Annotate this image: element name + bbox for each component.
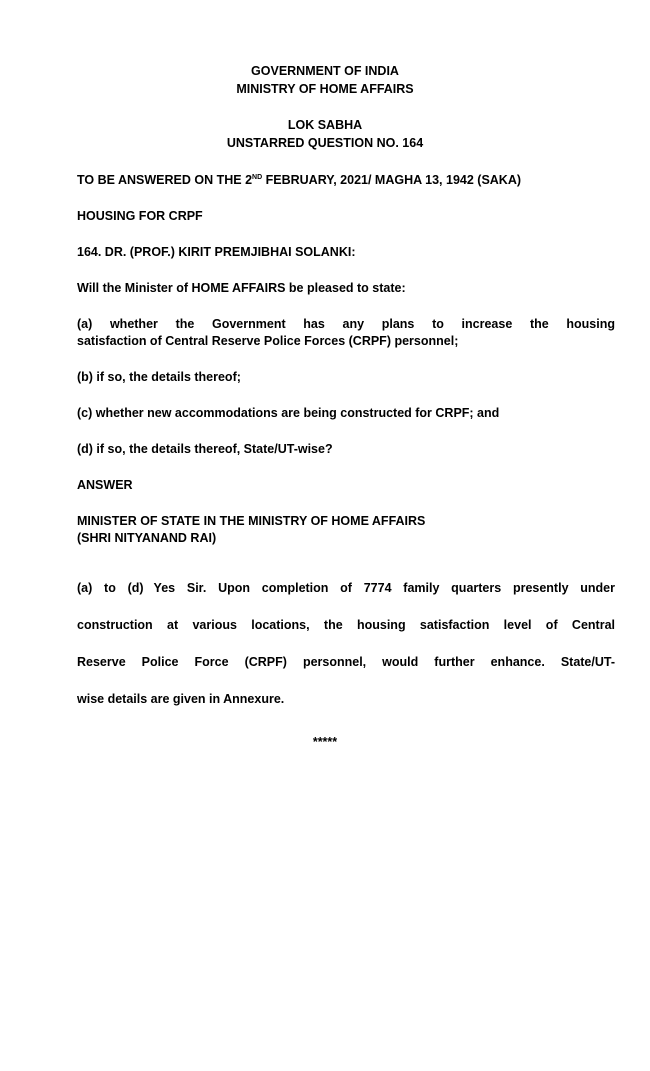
govt-heading: GOVERNMENT OF INDIA bbox=[251, 64, 399, 78]
answer-date-prefix: TO BE ANSWERED ON THE 2 bbox=[77, 173, 253, 187]
answer-date-suffix: ND bbox=[252, 174, 263, 181]
house-heading: LOK SABHA bbox=[287, 118, 363, 132]
question-a-line2: satisfaction of Central Reserve Police Forces (CRPF) personnel; bbox=[77, 334, 459, 348]
answer-line4: wise details are given in Annexure. bbox=[77, 692, 285, 706]
answer-date-rest: FEBRUARY, 2021/ MAGHA 13, 1942 (SAKA) bbox=[262, 173, 522, 187]
answer-heading: ANSWER bbox=[77, 478, 133, 492]
question-d: (d) if so, the details thereof, State/UT-wise? bbox=[77, 442, 333, 456]
ministry-heading: MINISTRY OF HOME AFFAIRS bbox=[236, 82, 414, 96]
answer-text-1: Yes Sir. Upon completion of 7774 family quarters presently under bbox=[153, 581, 615, 595]
question-c: (c) whether new accommodations are being constructed for CRPF; and bbox=[77, 406, 500, 420]
end-mark: ***** bbox=[312, 735, 338, 749]
question-a-line1: (a) whether the Government has any plans to increase the housing bbox=[77, 317, 615, 331]
question-intro: Will the Minister of HOME AFFAIRS be pleased to state: bbox=[77, 281, 406, 295]
answer-line2: construction at various locations, the housing satisfaction level of Central bbox=[77, 618, 615, 632]
subject-heading: HOUSING FOR CRPF bbox=[77, 209, 203, 223]
minister-title: MINISTER OF STATE IN THE MINISTRY OF HOME AFFAIRS bbox=[77, 514, 426, 528]
answer-label: (a) to (d) bbox=[77, 581, 144, 595]
question-b: (b) if so, the details thereof; bbox=[77, 370, 241, 384]
minister-name: (SHRI NITYANAND RAI) bbox=[77, 531, 217, 545]
answer-date bbox=[77, 173, 521, 188]
question-number: UNSTARRED QUESTION NO. 164 bbox=[226, 136, 424, 150]
member-name: 164. DR. (PROF.) KIRIT PREMJIBHAI SOLANKI: bbox=[77, 245, 356, 259]
answer-line3: Reserve Police Force (CRPF) personnel, would further enhance. State/UT- bbox=[77, 655, 615, 669]
answer-line1 bbox=[77, 581, 615, 596]
